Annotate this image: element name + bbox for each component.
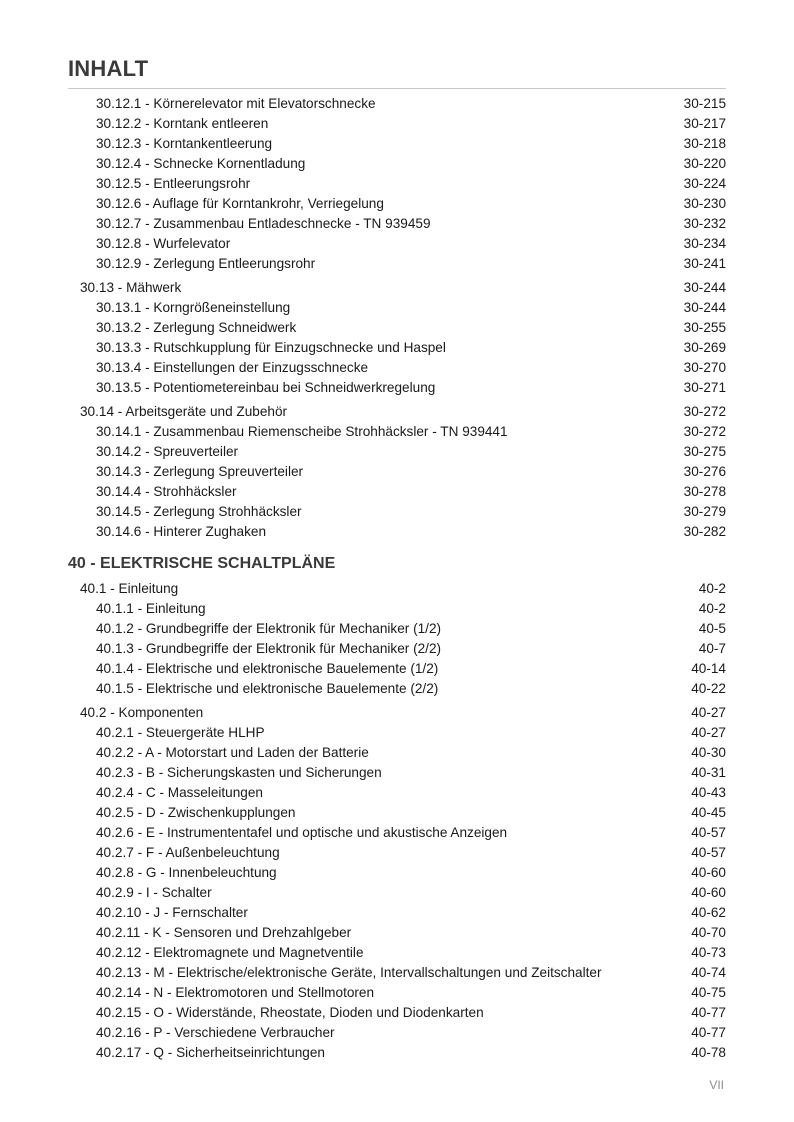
- toc-entry-title: 30.14.3 - Zerlegung Spreuverteiler: [96, 464, 304, 479]
- toc-entry-page: 30-230: [683, 196, 726, 211]
- toc-entry[interactable]: [80, 783, 726, 803]
- toc-entry-title: 40.1.1 - Einleitung: [96, 601, 206, 616]
- toc-entry-title: 30.13 - Mähwerk: [80, 280, 182, 295]
- toc-entry-title: 30.12.4 - Schnecke Kornentladung: [96, 156, 306, 171]
- toc-entry-title: 30.12.2 - Korntank entleeren: [96, 116, 269, 131]
- toc-entry-title: 30.13.4 - Einstellungen der Einzugsschnecke: [96, 360, 369, 375]
- toc-entry-title: 30.14.1 - Zusammenbau Riemenscheibe Strohhäcksler - TN 939441: [96, 424, 508, 439]
- chapter-heading-40: 40 - ELEKTRISCHE SCHALTPLÄNE: [68, 555, 336, 572]
- toc-entry-page: 30-279: [683, 504, 726, 519]
- toc-entry-title: 40.2.8 - G - Innenbeleuchtung: [96, 865, 277, 880]
- toc-entry[interactable]: [80, 963, 726, 983]
- toc-entry-page: 40-57: [691, 845, 726, 860]
- toc-entry[interactable]: [80, 378, 726, 398]
- toc-entry[interactable]: [80, 422, 726, 442]
- toc-entry-page: 30-220: [683, 156, 726, 171]
- toc-entry[interactable]: [80, 1003, 726, 1023]
- toc-entry-page: 30-269: [683, 340, 726, 355]
- toc-entry-page: 30-255: [683, 320, 726, 335]
- toc-entry-page: 30-282: [683, 524, 726, 539]
- page-number: VII: [709, 1078, 724, 1092]
- toc-entry[interactable]: [80, 923, 726, 943]
- toc-entry-title: 30.12.6 - Auflage für Korntankrohr, Verriegelung: [96, 196, 384, 211]
- toc-entry-title: 40.2.10 - J - Fernschalter: [96, 905, 248, 920]
- toc-entry[interactable]: [80, 94, 726, 114]
- toc-entry-page: 40-27: [691, 725, 726, 740]
- toc-entry-title: 40.2.3 - B - Sicherungskasten und Sicherungen: [96, 765, 382, 780]
- toc-entry-page: 30-234: [683, 236, 726, 251]
- toc-entry-title: 30.12.5 - Entleerungsrohr: [96, 176, 251, 191]
- toc-entry-page: 30-272: [683, 404, 726, 419]
- toc-entry[interactable]: [80, 338, 726, 358]
- toc-entry-page: 40-43: [691, 785, 726, 800]
- toc-entry[interactable]: [80, 843, 726, 863]
- toc-entry-title: 40.1.3 - Grundbegriffe der Elektronik für Mechaniker (2/2): [96, 641, 442, 656]
- toc-entry-title: 30.12.3 - Korntankentleerung: [96, 136, 273, 151]
- toc-entry-page: 40-75: [691, 985, 726, 1000]
- toc-entry-title: 40.2.15 - O - Widerstände, Rheostate, Dioden und Diodenkarten: [96, 1005, 484, 1020]
- toc-entry[interactable]: [80, 174, 726, 194]
- toc-entry-title: 30.12.7 - Zusammenbau Entladeschnecke - TN 939459: [96, 216, 431, 231]
- toc-entry-page: 40-2: [698, 581, 726, 596]
- toc-entry-page: 40-60: [691, 885, 726, 900]
- toc-entry-page: 40-30: [691, 745, 726, 760]
- toc-entry-title: 30.12.1 - Körnerelevator mit Elevatorschnecke: [96, 96, 376, 111]
- toc-entry-page: 40-77: [691, 1025, 726, 1040]
- toc-entry-title: 40.2.12 - Elektromagnete und Magnetventile: [96, 945, 364, 960]
- toc-entry-page: 40-57: [691, 825, 726, 840]
- toc-entry[interactable]: [80, 134, 726, 154]
- toc-entry[interactable]: [80, 803, 726, 823]
- toc-entry-title: 40.2.9 - I - Schalter: [96, 885, 212, 900]
- toc-entry[interactable]: [80, 903, 726, 923]
- toc-entry-page: 40-27: [691, 705, 726, 720]
- toc-entry[interactable]: [80, 522, 726, 542]
- toc-entry[interactable]: [80, 318, 726, 338]
- toc-entry-title: 40.2.5 - D - Zwischenkupplungen: [96, 805, 296, 820]
- toc-entry-title: 40.2.4 - C - Masseleitungen: [96, 785, 263, 800]
- toc-entry[interactable]: [80, 883, 726, 903]
- toc-entry[interactable]: [80, 659, 726, 679]
- toc-entry-page: 30-218: [683, 136, 726, 151]
- toc-entry-page: 40-74: [691, 965, 726, 980]
- toc-entry-title: 40.2.16 - P - Verschiedene Verbraucher: [96, 1025, 335, 1040]
- toc-entry-page: 40-14: [691, 661, 726, 676]
- toc-entry-page: 30-276: [683, 464, 726, 479]
- toc-section-entry[interactable]: [80, 278, 726, 298]
- toc-entry-title: 40.2.1 - Steuergeräte HLHP: [96, 725, 265, 740]
- toc-entry[interactable]: [80, 154, 726, 174]
- toc-section-entry[interactable]: [80, 402, 726, 422]
- toc-entry-title: 30.13.1 - Korngrößeneinstellung: [96, 300, 291, 315]
- toc-entry-title: 40.2 - Komponenten: [80, 705, 204, 720]
- toc-entry-page: 30-224: [683, 176, 726, 191]
- toc-entry-page: 40-73: [691, 945, 726, 960]
- toc-entry-title: 30.13.5 - Potentiometereinbau bei Schneidwerkregelung: [96, 380, 436, 395]
- toc-entry-title: 30.12.9 - Zerlegung Entleerungsrohr: [96, 256, 316, 271]
- toc-entry-page: 40-31: [691, 765, 726, 780]
- toc-entry-page: 30-272: [683, 424, 726, 439]
- toc-entry[interactable]: [80, 639, 726, 659]
- toc-section-entry[interactable]: [80, 703, 726, 723]
- toc-entry[interactable]: [80, 1043, 726, 1063]
- toc-entry[interactable]: [80, 983, 726, 1003]
- toc-entry-page: 30-278: [683, 484, 726, 499]
- toc-entry[interactable]: [80, 114, 726, 134]
- toc-entry[interactable]: [80, 462, 726, 482]
- toc-entry[interactable]: [80, 823, 726, 843]
- toc-entry[interactable]: [80, 723, 726, 743]
- toc-entry[interactable]: [80, 194, 726, 214]
- toc-entry-title: 40.1.5 - Elektrische und elektronische Bauelemente (2/2): [96, 681, 439, 696]
- toc-entry-page: 40-2: [698, 601, 726, 616]
- toc-entry-title: 30.14 - Arbeitsgeräte und Zubehör: [80, 404, 288, 419]
- toc-block-30: [80, 94, 726, 542]
- toc-entry[interactable]: [80, 679, 726, 699]
- toc-entry-page: 30-215: [683, 96, 726, 111]
- toc-entry-page: 30-241: [683, 256, 726, 271]
- toc-entry-title: 30.14.6 - Hinterer Zughaken: [96, 524, 267, 539]
- toc-entry-page: 30-244: [683, 300, 726, 315]
- toc-entry-page: 30-271: [683, 380, 726, 395]
- toc-entry-page: 40-60: [691, 865, 726, 880]
- toc-entry[interactable]: [80, 619, 726, 639]
- toc-entry[interactable]: [80, 763, 726, 783]
- toc-entry[interactable]: [80, 214, 726, 234]
- toc-section-entry[interactable]: [80, 579, 726, 599]
- toc-entry[interactable]: [80, 502, 726, 522]
- toc-entry-page: 30-275: [683, 444, 726, 459]
- toc-entry-title: 30.13.2 - Zerlegung Schneidwerk: [96, 320, 297, 335]
- toc-entry-page: 40-78: [691, 1045, 726, 1060]
- toc-entry[interactable]: [80, 599, 726, 619]
- toc-entry[interactable]: [80, 863, 726, 883]
- toc-entry[interactable]: [80, 254, 726, 274]
- toc-entry-title: 40.2.6 - E - Instrumententafel und optische und akustische Anzeigen: [96, 825, 508, 840]
- toc-entry-title: 40.2.11 - K - Sensoren und Drehzahlgeber: [96, 925, 352, 940]
- title-divider: [68, 88, 726, 89]
- toc-entry-title: 40.2.17 - Q - Sicherheitseinrichtungen: [96, 1045, 325, 1060]
- toc-entry[interactable]: [80, 234, 726, 254]
- toc-entry-title: 40.2.7 - F - Außenbeleuchtung: [96, 845, 280, 860]
- toc-entry[interactable]: [80, 943, 726, 963]
- toc-entry-title: 30.14.5 - Zerlegung Strohhäcksler: [96, 504, 302, 519]
- toc-entry-page: 30-270: [683, 360, 726, 375]
- toc-block-40: [80, 579, 726, 1063]
- toc-entry-page: 40-45: [691, 805, 726, 820]
- toc-entry-page: 30-244: [683, 280, 726, 295]
- toc-entry-page: 40-77: [691, 1005, 726, 1020]
- toc-entry[interactable]: [80, 482, 726, 502]
- toc-entry-page: 40-5: [698, 621, 726, 636]
- toc-entry-title: 30.14.2 - Spreuverteiler: [96, 444, 239, 459]
- toc-entry[interactable]: [80, 743, 726, 763]
- toc-entry-title: 40.2.2 - A - Motorstart und Laden der Batterie: [96, 745, 369, 760]
- toc-entry-title: 40.1.2 - Grundbegriffe der Elektronik für Mechaniker (1/2): [96, 621, 442, 636]
- toc-entry[interactable]: [80, 298, 726, 318]
- toc-entry-title: 30.14.4 - Strohhäcksler: [96, 484, 237, 499]
- toc-entry-page: 30-232: [683, 216, 726, 231]
- toc-entry-page: 30-217: [683, 116, 726, 131]
- toc-entry-page: 40-22: [691, 681, 726, 696]
- page-title: INHALT: [68, 56, 149, 81]
- toc-entry-title: 40.1 - Einleitung: [80, 581, 179, 596]
- toc-entry-page: 40-70: [691, 925, 726, 940]
- toc-entry-title: 40.2.13 - M - Elektrische/elektronische Geräte, Intervallschaltungen und Zeitschalter: [96, 965, 602, 980]
- toc-entry-title: 40.2.14 - N - Elektromotoren und Stellmotoren: [96, 985, 375, 1000]
- toc-entry-title: 30.12.8 - Wurfelevator: [96, 236, 231, 251]
- toc-entry-title: 30.13.3 - Rutschkupplung für Einzugschnecke und Haspel: [96, 340, 446, 355]
- toc-entry-title: 40.1.4 - Elektrische und elektronische Bauelemente (1/2): [96, 661, 439, 676]
- toc-entry[interactable]: [80, 1023, 726, 1043]
- toc-entry-page: 40-62: [691, 905, 726, 920]
- toc-entry-page: 40-7: [698, 641, 726, 656]
- toc-entry[interactable]: [80, 358, 726, 378]
- toc-entry[interactable]: [80, 442, 726, 462]
